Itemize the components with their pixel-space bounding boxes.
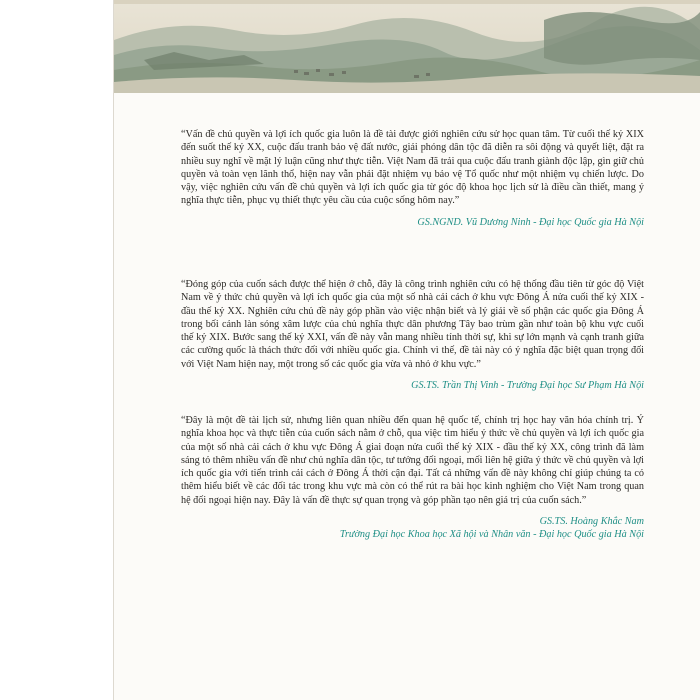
landscape-painting-icon xyxy=(114,0,700,93)
quote-attribution xyxy=(181,379,644,392)
quote-block-2 xyxy=(181,278,644,392)
book-back-cover xyxy=(113,0,700,700)
quote-attribution xyxy=(181,216,644,229)
attribution-line: GS.TS. Trần Thị Vinh - Trường Đại học Sư Phạm Hà Nội xyxy=(411,380,644,392)
attribution-name: GS.TS. Hoàng Khắc Nam xyxy=(539,516,644,528)
quote-block-1 xyxy=(181,128,644,229)
landscape-painting-banner xyxy=(114,0,700,93)
quote-attribution xyxy=(181,515,644,542)
quote-block-3 xyxy=(181,414,644,542)
attribution-affiliation: Trường Đại học Khoa học Xã hội và Nhân văn - Đại học Quốc gia Hà Nội xyxy=(339,529,644,541)
attribution-line: GS.NGND. Vũ Dương Ninh - Đại học Quốc gia Hà Nội xyxy=(417,216,644,228)
quote-text: “Vấn đề chủ quyền và lợi ích quốc gia luôn là đề tài được giới nghiên cứu sử học quan tâm. Từ cuối thế kỷ XIX đến suốt thế kỷ XX, cuộc đấu tranh bảo vệ đất nước, giải phóng dân tộc đã diễn ra sôi động và quyết liệt, đặt ra nhiều suy nghĩ về mặt lý luận cũng như thực tiễn. Việt Nam đã trải qua cuộc đấu tranh giành độc lập, gìn giữ chủ quyền và toàn vẹn lãnh thổ, hiện nay vẫn phải đặt nhiệm vụ bảo vệ Tổ quốc như một nhiệm vụ chiến lược. Do vậy, việc nghiên cứu vấn đề chủ quyền và lợi ích quốc gia từ góc độ khoa học lịch sử là điều cần thiết, mang ý nghĩa thực tiễn, phục vụ thiết thực yêu cầu của cuộc sống hôm nay.” xyxy=(181,129,644,207)
quote-text: “Đóng góp của cuốn sách được thể hiện ở chỗ, đây là công trình nghiên cứu có hệ thống đầu tiên từ góc độ Việt Nam về ý thức chủ quyền và lợi ích quốc gia của một số nhà cải cách ở khu vực Đông Á nửa cuối thế kỷ XIX - đầu thế kỷ XX. Nghiên cứu chủ đề này góp phần vào việc nhận biết và lý giải về số phận các quốc gia Đông Á trong bối cảnh làn sóng xâm lược của chủ nghĩa thực dân phương Tây bao trùm gần như toàn bộ khu vực cuối thế kỷ XIX. Bước sang thế kỷ XXI, vấn đề này vẫn mang nhiều tính thời sự, khi sự lớn mạnh và cạnh tranh giữa các cường quốc là thách thức đối với nhiều quốc gia. Chính vì thế, đề tài này có ý nghĩa đặc biệt quan trọng đối với Việt Nam hiện nay, một trong số các quốc gia vừa và nhỏ ở khu vực.” xyxy=(181,279,644,370)
quote-text: “Đây là một đề tài lịch sử, nhưng liên quan nhiều đến quan hệ quốc tế, chính trị học hay văn hóa chính trị. Ý nghĩa khoa học và thực tiễn của cuốn sách nằm ở chỗ, qua việc tìm hiểu ý thức về chủ quyền và lợi ích quốc gia của một số nhà cải cách ở khu vực Đông Á giai đoạn nửa cuối thế kỷ XIX - đầu thế kỷ XX, công trình đã làm sáng tỏ thêm nhiều vấn đề như chủ nghĩa dân tộc, tư tưởng đối ngoại, mối liên hệ giữa ý thức về chủ quyền và lợi ích quốc gia với tiến trình cải cách ở Đông Á thời cận đại. Tất cả những vấn đề này không chỉ giúp chúng ta có thêm hiểu biết về các đối tác trong khu vực mà còn có thể rút ra bài học kinh nghiệm cho Việt Nam trong quan hệ đối ngoại hiện nay. Đây là vấn đề thực sự quan trọng và góp phần tạo nên giá trị của cuốn sách.” xyxy=(181,415,644,506)
